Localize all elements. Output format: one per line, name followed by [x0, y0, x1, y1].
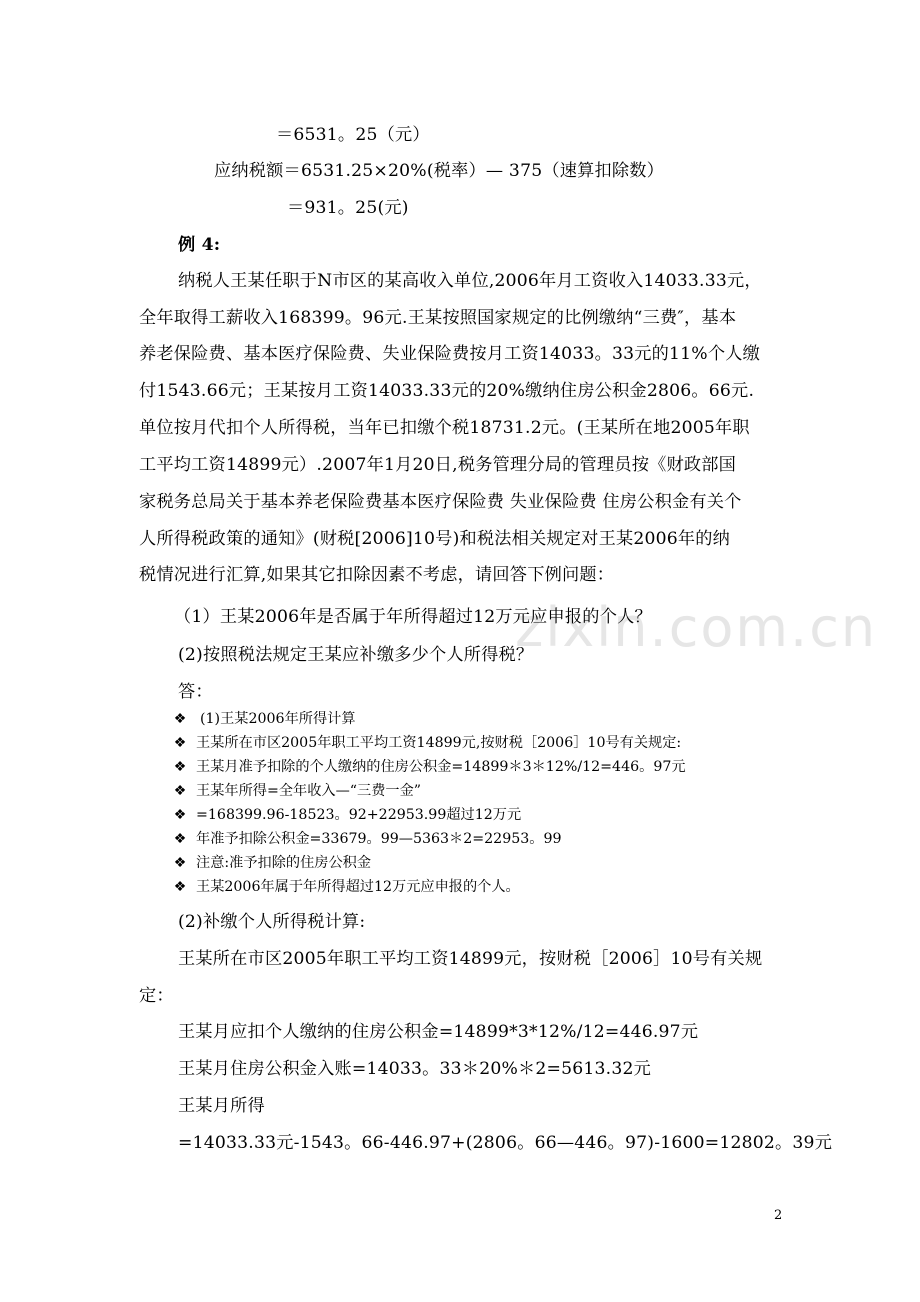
diamond-bullet-icon: ❖	[173, 759, 187, 775]
body-line-2: 全年取得工薪收入168399。96元.王某按照国家规定的比例缴纳“三费″，基本	[139, 308, 737, 328]
part2-line-2: 定：	[139, 986, 174, 1006]
bullet-item-2: 王某所在市区2005年职工平均工资14899元,按财税［2006］10号有关规定:	[196, 735, 682, 751]
part2-line-1: 王某所在市区2005年职工平均工资14899元，按财税［2006］10号有关规	[178, 949, 763, 969]
diamond-bullet-icon: ❖	[173, 855, 187, 871]
bullet-item-7: 注意:准予扣除的住房公积金	[196, 855, 372, 871]
body-line-6: 工平均工资14899元）.2007年1月20日,税务管理分局的管理员按《财政部国	[139, 455, 737, 475]
page-number: 2	[774, 1208, 783, 1223]
part2-line-5: 王某月所得	[178, 1096, 265, 1116]
bullet-item-1: (1)王某2006年所得计算	[200, 711, 356, 727]
formula-line-1: ＝6531。25（元）	[276, 125, 430, 145]
body-line-3: 养老保险费、基本医疗保险费、失业保险费按月工资14033。33元的11%个人缴	[139, 344, 760, 364]
diamond-bullet-icon: ❖	[173, 807, 187, 823]
diamond-bullet-icon: ❖	[173, 783, 187, 799]
answer-label: 答：	[178, 682, 213, 702]
body-line-7: 家税务总局关于基本养老保险费基本医疗保险费 失业保险费 住房公积金有关个	[139, 492, 742, 512]
part2-heading: (2)补缴个人所得税计算:	[178, 912, 366, 932]
formula-line-3: ＝931。25(元)	[287, 198, 409, 218]
diamond-bullet-icon: ❖	[173, 735, 187, 751]
body-line-9: 税情况进行汇算,如果其它扣除因素不考虑，请回答下例问题：	[139, 565, 615, 585]
body-line-4: 付1543.66元；王某按月工资14033.33元的20%缴纳住房公积金2806。66元.	[139, 381, 755, 401]
part2-line-4: 王某月住房公积金入账=14033。33＊20%＊2=5613.32元	[178, 1059, 651, 1079]
question-1: （1）王某2006年是否属于年所得超过12万元应申报的个人？	[174, 607, 652, 627]
diamond-bullet-icon: ❖	[173, 831, 187, 847]
diamond-bullet-icon: ❖	[173, 879, 187, 895]
bullet-item-3: 王某月准予扣除的个人缴纳的住房公积金=14899＊3＊12%/12=446。97元	[196, 759, 686, 775]
bullet-item-6: 年准予扣除公积金=33679。99—5363＊2=22953。99	[196, 831, 562, 847]
part2-line-3: 王某月应扣个人缴纳的住房公积金=14899*3*12%/12=446.97元	[178, 1022, 699, 1042]
part2-line-6: =14033.33元-1543。66-446.97+(2806。66—446。97)-1600=12802。39元	[178, 1133, 833, 1153]
body-line-5: 单位按月代扣个人所得税，当年已扣缴个税18731.2元。(王某所在地2005年职	[139, 418, 750, 438]
question-2: (2)按照税法规定王某应补缴多少个人所得税？	[178, 645, 534, 665]
body-line-8: 人所得税政策的通知》(财税[2006]10号)和税法相关规定对王某2006年的纳	[139, 529, 731, 549]
watermark-text: zixin.com.cn	[515, 596, 878, 659]
body-line-1: 纳税人王某任职于N市区的某高收入单位,2006年月工资收入14033.33元，	[178, 271, 762, 291]
formula-line-2: 应纳税额＝6531.25×20%(税率）— 375（速算扣除数）	[214, 161, 665, 181]
bullet-item-5: =168399.96-18523。92+22953.99超过12万元	[196, 807, 522, 823]
example-heading: 例 4:	[178, 235, 221, 255]
bullet-item-8: 王某2006年属于年所得超过12万元应申报的个人。	[196, 879, 520, 895]
bullet-item-4: 王某年所得=全年收入—“三费一金”	[196, 783, 422, 799]
diamond-bullet-icon: ❖	[173, 711, 187, 727]
